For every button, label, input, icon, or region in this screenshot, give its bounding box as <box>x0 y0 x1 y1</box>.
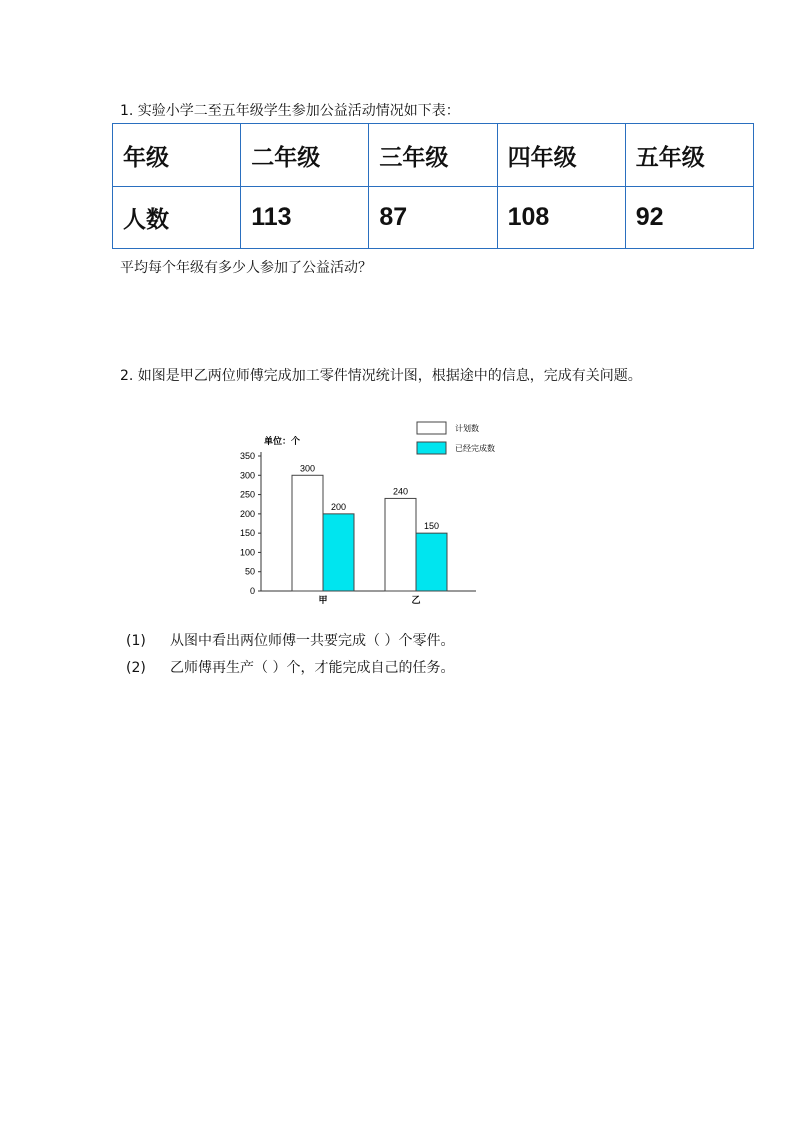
grade-cell: 五年级 <box>625 124 753 187</box>
y-tick-label: 50 <box>244 566 255 577</box>
bar-completed <box>416 533 447 591</box>
sub-question-number: (1) <box>126 633 146 649</box>
y-tick-label: 100 <box>239 547 255 558</box>
data-label: 200 <box>330 501 347 512</box>
y-tick-label: 250 <box>239 489 255 500</box>
sub-question-text: 乙师傅再生产（ ）个，才能完成自己的任务。 <box>170 660 455 676</box>
legend-label: 计划数 <box>455 424 479 433</box>
data-label: 150 <box>423 521 440 532</box>
header-label: 年级 <box>113 124 241 187</box>
sub-question-1 <box>126 630 454 650</box>
bar-planned <box>292 475 323 591</box>
count-cell: 87 <box>369 187 497 249</box>
question-1-ask: 平均每个年级有多少人参加了公益活动？ <box>120 260 372 276</box>
grade-table <box>112 123 754 249</box>
data-label: 240 <box>392 486 409 497</box>
legend-label: 已经完成数 <box>455 444 495 453</box>
x-tick-label: 乙 <box>411 595 421 605</box>
bar-completed <box>323 514 354 591</box>
y-tick-label: 350 <box>239 451 255 461</box>
data-label: 300 <box>299 463 316 474</box>
legend-swatch <box>417 422 446 434</box>
y-tick-label: 150 <box>239 528 255 539</box>
grade-cell: 二年级 <box>241 124 369 187</box>
count-cell: 113 <box>241 187 369 249</box>
sub-question-2 <box>126 657 454 677</box>
unit-label: 单位：个 <box>264 436 301 446</box>
count-cell: 92 <box>625 187 753 249</box>
question-2-title: 2. 如图是甲乙两位师傅完成加工零件情况统计图，根据途中的信息，完成有关问题。 <box>120 368 642 384</box>
legend-swatch <box>417 442 446 454</box>
x-tick-label: 甲 <box>318 595 328 605</box>
sub-question-text: 从图中看出两位师傅一共要完成（ ）个零件。 <box>170 633 455 649</box>
grade-cell: 三年级 <box>369 124 497 187</box>
table-row <box>113 124 754 187</box>
question-1-title: 1. 实验小学二至五年级学生参加公益活动情况如下表： <box>120 103 460 119</box>
y-tick-label: 200 <box>239 508 255 519</box>
bar-planned <box>385 498 416 591</box>
y-tick-label: 0 <box>249 586 255 596</box>
grade-cell: 四年级 <box>497 124 625 187</box>
count-cell: 108 <box>497 187 625 249</box>
sub-question-number: (2) <box>126 660 146 676</box>
y-tick-label: 300 <box>239 470 255 481</box>
table-row <box>113 187 754 249</box>
row-label: 人数 <box>113 187 241 249</box>
bar-chart <box>230 415 520 610</box>
